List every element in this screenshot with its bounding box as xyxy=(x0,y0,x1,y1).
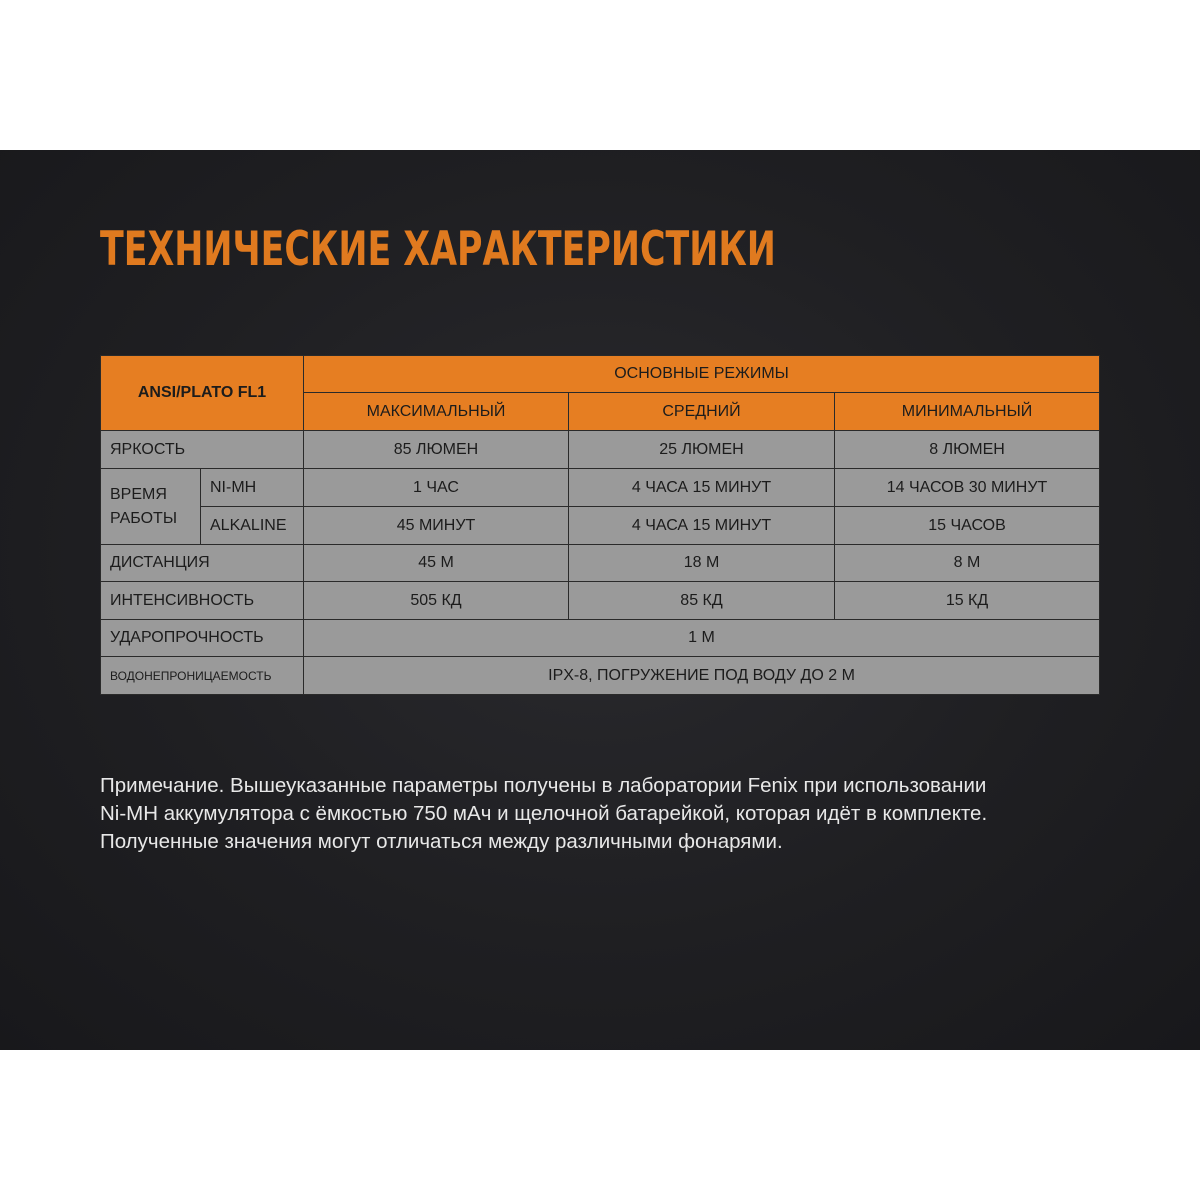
runtime-alkaline-max: 45 МИНУТ xyxy=(304,507,569,545)
waterproof-label: ВОДОНЕПРОНИЦАЕМОСТЬ xyxy=(101,657,304,695)
distance-max: 45 М xyxy=(304,545,569,582)
table-row-waterproof xyxy=(101,657,1100,695)
intensity-min: 15 КД xyxy=(835,582,1100,620)
table-row-intensity xyxy=(101,582,1100,620)
standard-header: ANSI/PLATO FL1 xyxy=(101,356,304,431)
runtime-nimh-max: 1 ЧАС xyxy=(304,469,569,507)
runtime-label-line1: ВРЕМЯ xyxy=(110,485,167,503)
runtime-alkaline-mid: 4 ЧАСА 15 МИНУТ xyxy=(569,507,835,545)
footnote-line1: Примечание. Вышеуказанные параметры получены в лаборатории Fenix при использовании xyxy=(100,774,987,797)
mode-min-header: МИНИМАЛЬНЫЙ xyxy=(835,393,1100,431)
table-row-brightness xyxy=(101,431,1100,469)
table-row-distance xyxy=(101,545,1100,582)
distance-mid: 18 М xyxy=(569,545,835,582)
brightness-min: 8 ЛЮМЕН xyxy=(835,431,1100,469)
brightness-label: ЯРКОСТЬ xyxy=(101,431,304,469)
page-title: ТЕХНИЧЕСКИЕ ХАРАКТЕРИСТИКИ xyxy=(100,222,776,277)
brightness-mid: 25 ЛЮМЕН xyxy=(569,431,835,469)
alkaline-label: ALKALINE xyxy=(201,507,304,545)
distance-label: ДИСТАНЦИЯ xyxy=(101,545,304,582)
distance-min: 8 М xyxy=(835,545,1100,582)
spec-table xyxy=(100,355,1100,695)
runtime-label-line2: РАБОТЫ xyxy=(110,509,177,527)
footnote-line3: Полученные значения могут отличаться между различными фонарями. xyxy=(100,830,783,853)
impact-value: 1 М xyxy=(304,620,1100,657)
footnote-line2: Ni-MH аккумулятора с ёмкостью 750 мАч и щелочной батарейкой, которая идёт в комплекте. xyxy=(100,802,988,825)
runtime-alkaline-min: 15 ЧАСОВ xyxy=(835,507,1100,545)
footnote xyxy=(100,772,1120,856)
mode-mid-header: СРЕДНИЙ xyxy=(569,393,835,431)
impact-label: УДАРОПРОЧНОСТЬ xyxy=(101,620,304,657)
intensity-label: ИНТЕНСИВНОСТЬ xyxy=(101,582,304,620)
table-row-runtime-nimh xyxy=(101,469,1100,507)
modes-header: ОСНОВНЫЕ РЕЖИМЫ xyxy=(304,356,1100,393)
table-row-runtime-alkaline xyxy=(101,507,1100,545)
nimh-label: NI-MH xyxy=(201,469,304,507)
table-row-impact xyxy=(101,620,1100,657)
intensity-mid: 85 КД xyxy=(569,582,835,620)
runtime-label xyxy=(101,469,201,545)
runtime-nimh-min: 14 ЧАСОВ 30 МИНУТ xyxy=(835,469,1100,507)
waterproof-value: IPX-8, ПОГРУЖЕНИЕ ПОД ВОДУ ДО 2 М xyxy=(304,657,1100,695)
brightness-max: 85 ЛЮМЕН xyxy=(304,431,569,469)
intensity-max: 505 КД xyxy=(304,582,569,620)
runtime-nimh-mid: 4 ЧАСА 15 МИНУТ xyxy=(569,469,835,507)
mode-max-header: МАКСИМАЛЬНЫЙ xyxy=(304,393,569,431)
